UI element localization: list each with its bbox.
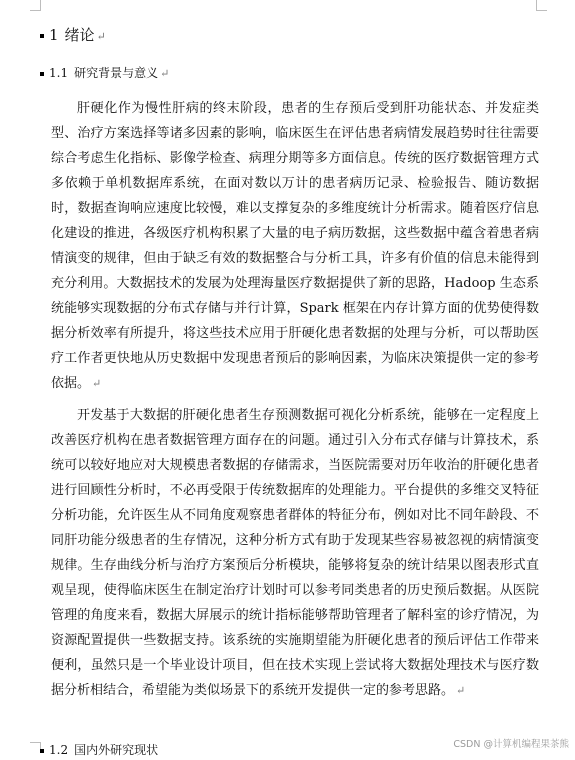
heading-1-2	[40, 740, 158, 760]
body-paragraph-2	[51, 403, 539, 703]
paragraph-text: 开发基于大数据的肝硬化患者生存预测数据可视化分析系统，能够在一定程度上改善医疗机构在患者数据管理方面存在的问题。通过引入分布式存储与计算技术，系统可以较好地应对大规模患者数据的存储需求，当医院需要对历年收治的肝硬化患者进行回顾性分析时，不必再受限于传统数据库的处理能力。平台提供的多维交叉特征分析功能，允许医生从不同角度观察患者群体的特征分布，例如对比不同年龄段、不同肝功能分级患者的生存情况，这种分析方式有助于发现某些容易被忽视的病情演变规律。生存曲线分析与治疗方案预后分析模块，能够将复杂的统计结果以图表形式直观呈现，使得临床医生在制定治疗计划时可以参考同类患者的历史预后数据。从医院管理的角度来看，数据大屏展示的统计指标能够帮助管理者了解科室的诊疗情况，为资源配置提供一些数据支持。该系统的实施期望能为肝硬化患者的预后评估工作带来便利，虽然只是一个毕业设计项目，但在技术实现上尝试将大数据处理技术与医疗数据分析相结合，希望能为类似场景下的系统开发提供一定的参考思路。	[51, 408, 539, 698]
heading-number: 1	[49, 26, 59, 44]
page-corner-top-left	[30, 0, 41, 11]
heading-bullet-icon	[40, 34, 44, 38]
body-paragraph-1	[51, 96, 539, 396]
heading-title: 国内外研究现状	[74, 743, 159, 757]
page-corner-top-right	[536, 0, 547, 11]
paragraph-mark-icon: ↵	[92, 377, 102, 390]
heading-1-1	[40, 63, 169, 84]
heading-number: 1.2	[49, 743, 69, 757]
heading-title: 绪论	[64, 26, 95, 44]
paragraph-mark-icon: ↵	[160, 67, 170, 80]
paragraph-text: 肝硬化作为慢性肝病的终末阶段，患者的生存预后受到肝功能状态、并发症类型、治疗方案选择等诸多因素的影响，临床医生在评估患者病情发展趋势时往往需要综合考虑生化指标、影像学检查、病理分期等多方面信息。传统的医疗数据管理方式多依赖于单机数据库系统，在面对数以万计的患者病历记录、检验报告、随访数据时，数据查询响应速度比较慢，难以支撑复杂的多维度统计分析需求。随着医疗信息化建设的推进，各级医疗机构积累了大量的电子病历数据，这些数据中蕴含着患者病情演变的规律，但由于缺乏有效的数据整合与分析工具，许多有价值的信息未能得到充分利用。大数据技术的发展为处理海量医疗数据提供了新的思路，Hadoop 生态系统能够实现数据的分布式存储与并行计算，Spark 框架在内存计算方面的优势使得数据分析效率有所提升，将这些技术应用于肝硬化患者数据的处理与分析，可以帮助医疗工作者更快地从历史数据中发现患者预后的影响因素，为临床决策提供一定的参考依据。	[51, 101, 539, 391]
heading-bullet-icon	[40, 749, 44, 753]
heading-number: 1.1	[49, 66, 69, 80]
heading-title: 研究背景与意义	[74, 66, 159, 80]
heading-1	[40, 23, 106, 49]
paragraph-mark-icon: ↵	[456, 684, 466, 697]
paragraph-mark-icon: ↵	[96, 30, 106, 43]
watermark: CSDN @计算机编程果茶熊	[453, 739, 569, 750]
heading-bullet-icon	[40, 72, 44, 76]
